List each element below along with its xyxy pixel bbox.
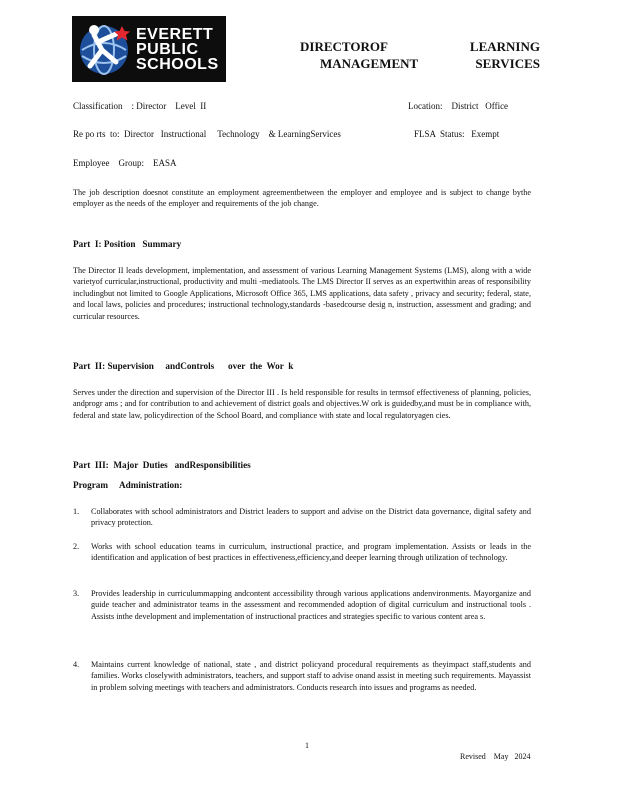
classification-field: Classification : Director Level II — [73, 101, 207, 111]
title-line2-right: SERVICES — [475, 56, 540, 71]
title-line1-right: LEARNING — [469, 39, 540, 54]
part2-heading: Part II: Supervision andControls over the Wor k — [73, 361, 294, 371]
list-item-number: 2. — [73, 542, 80, 551]
supervision-paragraph: Serves under the direction and supervision of the Director III . Is held responsible for results in termsof effectiveness of planning, policies, andprogr ams ; and for contribution to and achievement of district goals and objectives.W ork is guidedby,and must be in compliance with, federal and state law, policydirection of the School Board, and compliance with state and local regulatoryagen cies. — [73, 388, 531, 420]
employee-group-field: Employee Group: EASA — [73, 158, 177, 168]
reports-to-field: Re po rts to: Director Instructional Technology & LearningServices — [73, 129, 341, 139]
list-item-number: 3. — [73, 589, 80, 598]
list-item-number: 4. — [73, 660, 80, 669]
list-item-number: 1. — [73, 507, 80, 516]
globe-figure-icon — [72, 16, 142, 82]
revised-date: Revised May 2024 — [460, 752, 531, 761]
page-number: 1 — [305, 741, 309, 750]
part3-heading: Part III: Major Duties andResponsibilities — [73, 460, 251, 470]
logo-line-everett: EVERETT — [136, 25, 214, 43]
logo-line-schools: SCHOOLS — [136, 55, 219, 73]
list-item-text: Works with school education teams in curriculum, instructional practice, and program implementation. Assists or leads in the identification and application of best practices in effectiveness,efficiency,and deeper learning through utilization of technology. — [91, 542, 531, 563]
part1-heading: Part I: Position Summary — [73, 239, 182, 249]
title-line1-left: DIRECTOROF — [300, 39, 388, 54]
logo-line-public: PUBLIC — [136, 40, 199, 58]
flsa-status-field: FLSA Status: Exempt — [414, 129, 500, 139]
list-item — [73, 506, 531, 529]
list-item — [73, 588, 531, 622]
document-title — [300, 38, 540, 72]
list-item — [73, 541, 531, 564]
list-item-text: Provides leadership in curriculummapping andcontent accessibility through various applications andenvironments. Mayorganize and guide teacher and administrator teams in the assessment and recommended adoption of digital curriculum and instructional tools . Assists inthe development and implementation of instructional practices and strategies specific to various content area s. — [91, 589, 531, 621]
district-logo — [72, 16, 226, 82]
list-item — [73, 659, 531, 693]
list-item-text: Maintains current knowledge of national, state , and district policyand procedural requirements as theyimpact staff,students and families. Works closelywith administrators, teachers, and support staff to advise onand assist in meeting such requirements. Mayassist in problem solving meetings with teachers and administrators. Conducts research into issues and programs as needed. — [91, 660, 531, 692]
disclaimer-paragraph: The job description doesnot constitute an employment agreementbetween the employer and employee and is subject to change bythe employer as the needs of the employer and requirements of the job change. — [73, 188, 531, 209]
position-summary-paragraph: The Director II leads development, implementation, and assessment of various Learning Management Systems (LMS), along with a wide varietyof curricular,instructional, productivity and multi -mediatools. The LMS Director II serves as an expertwithin areas of responsibility includingbut not limited to Google Applications, Microsoft Office 365, LMS applications, data safety , privacy and security; federal, state, and local laws, policies and procedures; instructional technology,standards -basedcourse desig n, instruction, assessment and grading; and curricular resources. — [73, 266, 531, 321]
logo-wordmark — [136, 27, 219, 72]
list-item-text: Collaborates with school administrators and District leaders to support and advise on the District data governance, digital safety and privacy protection. — [91, 507, 531, 528]
program-administration-subheading: Program Administration: — [73, 480, 183, 490]
location-field: Location: District Office — [408, 101, 509, 111]
title-line2-left: MANAGEMENT — [320, 56, 419, 71]
